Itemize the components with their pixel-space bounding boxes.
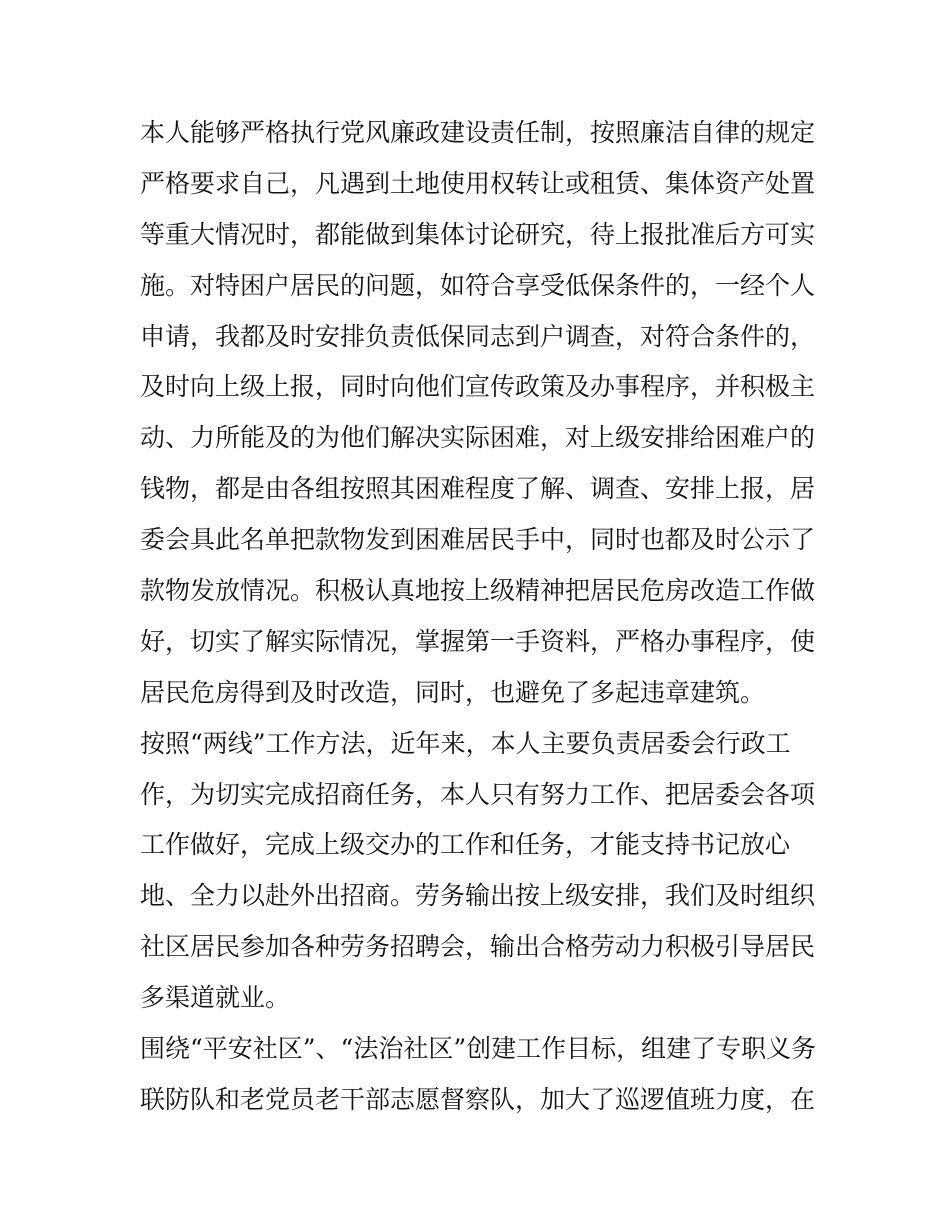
text-line: 委会具此名单把款物发到困难居民手中，同时也都及时公示了 (140, 525, 816, 555)
paragraph-2 (140, 719, 820, 1024)
text-line: 按照“两线”工作方法，近年来，本人主要负责居委会行政工 (140, 728, 791, 758)
paragraph-1 (140, 108, 820, 719)
text-line: 动、力所能及的为他们解决实际困难，对上级安排给困难户的 (140, 423, 816, 453)
paragraph-3 (140, 1024, 820, 1126)
text-line: 好，切实了解实际情况，掌握第一手资料，严格办事程序，使 (140, 626, 816, 656)
text-line: 地、全力以赴外出招商。劳务输出按上级安排，我们及时组织 (140, 881, 816, 911)
text-line: 本人能够严格执行党风廉政建设责任制，按照廉洁自律的规定 (140, 118, 816, 147)
text-line: 严格要求自己，凡遇到土地使用权转让或租赁、集体资产处置 (140, 168, 816, 198)
text-line: 作，为切实完成招商任务，本人只有努力工作、把居委会各项 (140, 779, 816, 809)
text-line: 围绕“平安社区”、“法治社区”创建工作目标，组建了专职义务 (140, 1034, 817, 1064)
text-line: 及时向上级上报，同时向他们宣传政策及办事程序，并积极主 (140, 372, 816, 402)
text-line: 多渠道就业。 (140, 983, 291, 1013)
text-line: 款物发放情况。积极认真地按上级精神把居民危房改造工作做 (140, 576, 816, 606)
text-line: 社区居民参加各种劳务招聘会，输出合格劳动力积极引导居民 (140, 932, 816, 962)
text-line: 工作做好，完成上级交办的工作和任务，才能支持书记放心 (140, 830, 791, 860)
text-line: 居民危房得到及时改造，同时，也避免了多起违章建筑。 (140, 677, 766, 707)
text-line: 等重大情况时，都能做到集体讨论研究，待上报批准后方可实 (140, 219, 816, 249)
body-text (140, 108, 820, 1126)
text-line: 申请，我都及时安排负责低保同志到户调查，对符合条件的， (140, 321, 816, 351)
text-line: 施。对特困户居民的问题，如符合享受低保条件的，一经个人 (140, 270, 816, 300)
text-line: 钱物，都是由各组按照其困难程度了解、调查、安排上报，居 (140, 474, 816, 504)
text-line: 联防队和老党员老干部志愿督察队，加大了巡逻值班力度，在 (140, 1084, 816, 1114)
